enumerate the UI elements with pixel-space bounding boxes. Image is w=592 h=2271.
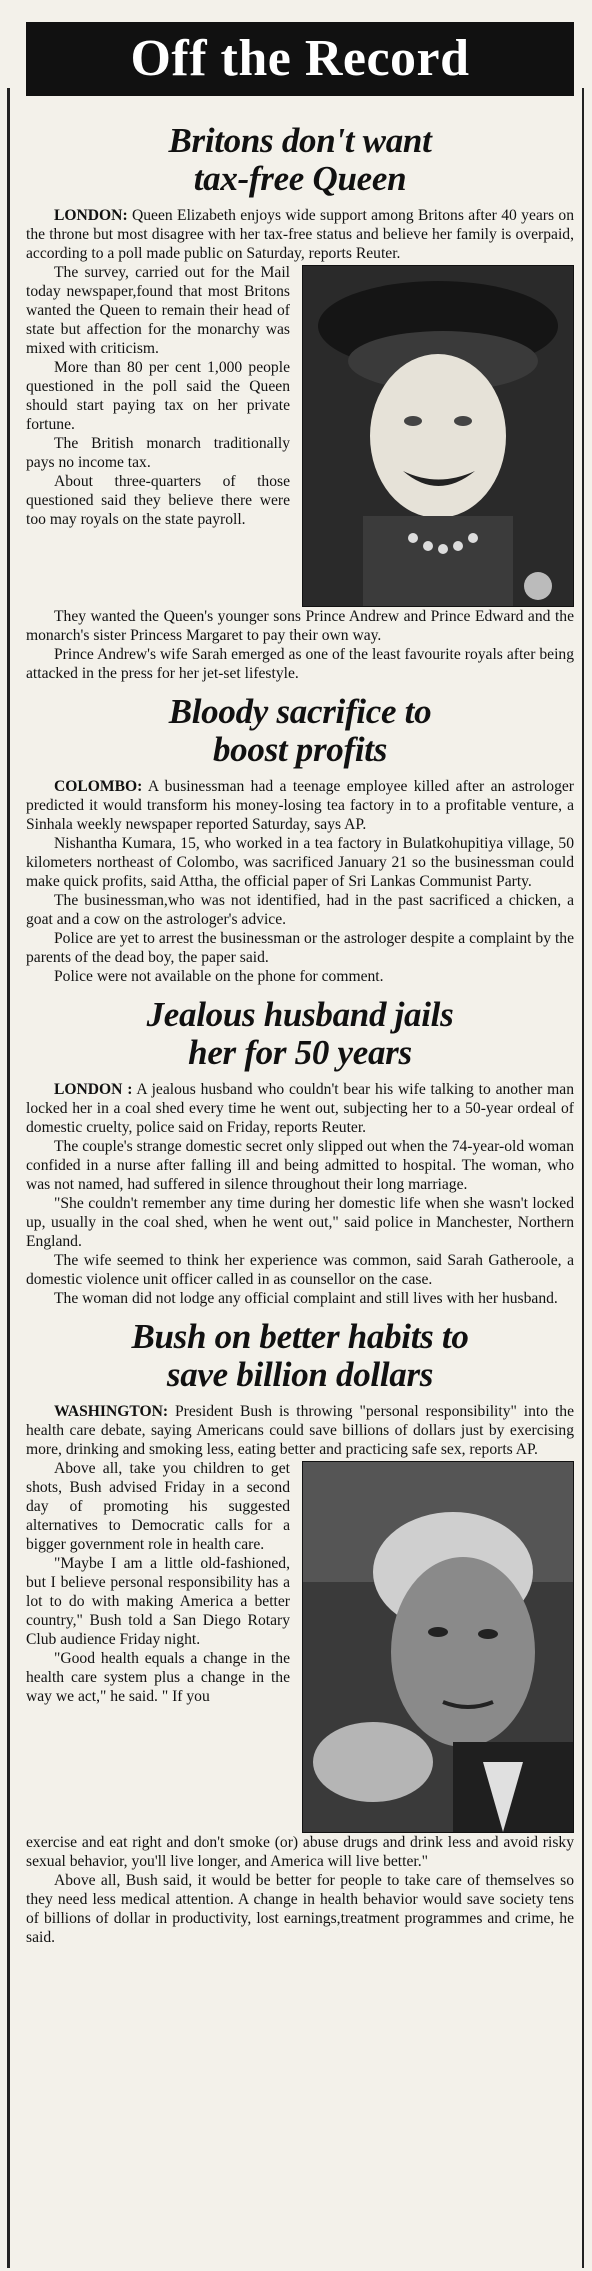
body-paragraph: "She couldn't remember any time during her domestic life when she wasn't locked up, usually in the coal shed, when he went out," said police in Manchester, Northern England. — [26, 1195, 574, 1250]
dateline: LONDON : — [54, 1081, 133, 1098]
dateline: COLOMBO: — [54, 778, 143, 795]
article-jealous-husband — [26, 996, 574, 1308]
body-paragraph: Prince Andrew's wife Sarah emerged as one of the least favourite royals after being attacked in the press for her jet-set lifestyle. — [26, 646, 574, 682]
queen-photo — [302, 265, 574, 607]
body-paragraph: About three-quarters of those questioned said they believe there were too may royals on the state payroll. — [26, 473, 290, 528]
article-headline — [26, 996, 574, 1072]
headline-line: boost profits — [212, 730, 388, 769]
bush-photo — [302, 1461, 574, 1833]
body-paragraph: Nishantha Kumara, 15, who worked in a tea factory in Bulatkohupitiya village, 50 kilometers northeast of Colombo, was sacrificed January 21 so the businessman could make quick profits, said Attha, the official paper of Sri Lankas Communist Party. — [26, 835, 574, 890]
article-headline — [26, 693, 574, 769]
body-paragraph: The British monarch traditionally pays no income tax. — [26, 435, 290, 471]
column-rule-right — [582, 88, 584, 2268]
bush-portrait-image — [303, 1462, 573, 1832]
body-paragraph: The woman did not lodge any official complaint and still lives with her husband. — [54, 1290, 558, 1307]
article-bush-habits — [26, 1318, 574, 1947]
lead-paragraph — [26, 777, 574, 834]
lead-text: A jealous husband who couldn't bear his wife talking to another man locked her in a coal shed every time he went out, subjecting her to a 50-year ordeal of domestic cruelty, police said on Friday, reports Reuter. — [26, 1081, 574, 1136]
lead-paragraph — [26, 1080, 574, 1137]
dateline: LONDON: — [54, 207, 128, 224]
lead-paragraph — [26, 1402, 574, 1459]
headline-line: Bloody sacrifice to — [168, 692, 432, 731]
lead-text: President Bush is throwing "personal responsibility" into the health care debate, saying Americans could save billions of dollars just by exercising more, drinking and smoking less, eating better and practicing safe sex, reports AP. — [26, 1403, 574, 1458]
headline-line: save billion dollars — [166, 1355, 434, 1394]
body-paragraph: Above all, Bush said, it would be better for people to take care of themselves so they need less medical attention. A change in health behavior would save society tens of billions of dollar in productivity, lost earnings,treatment programmes and crime, he said. — [26, 1872, 574, 1946]
wrapped-text — [26, 1459, 290, 1833]
text-photo-row — [26, 263, 574, 607]
article-column — [26, 112, 574, 1953]
column-rule-left — [7, 88, 10, 2268]
queen-portrait-image — [303, 266, 573, 606]
headline-line: Britons don't want — [168, 121, 432, 160]
body-paragraph: The wife seemed to think her experience was common, said Sarah Gatheroole, a domestic violence unit officer called in as counsellor on the case. — [26, 1252, 574, 1288]
body-paragraph: Police were not available on the phone for comment. — [54, 968, 384, 985]
body-paragraph: More than 80 per cent 1,000 people questioned in the poll said the Queen should start paying tax on her private fortune. — [26, 359, 290, 433]
article-headline — [26, 1318, 574, 1394]
text-photo-row — [26, 1459, 574, 1833]
body-paragraph: They wanted the Queen's younger sons Prince Andrew and Prince Edward and the monarch's sister Princess Margaret to pay their own way. — [26, 608, 574, 644]
headline-line: Bush on better habits to — [131, 1317, 469, 1356]
lead-paragraph — [26, 206, 574, 263]
body-paragraph: The couple's strange domestic secret only slipped out when the 74-year-old woman confided in a nurse after falling ill and being admitted to hospital. The woman, who was not named, had suffered in silence throughout their long marriage. — [26, 1138, 574, 1193]
body-paragraph: The businessman,who was not identified, had in the past sacrificed a chicken, a goat and a cow on the astrologer's advice. — [26, 892, 574, 928]
article-headline — [26, 122, 574, 198]
wrapped-text — [26, 263, 290, 607]
lead-text: A businessman had a teenage employee killed after an astrologer predicted it would transform his money-losing tea factory in to a profitable venture, a Sinhala weekly newspaper reported Saturday, says AP. — [26, 778, 574, 833]
headline-line: her for 50 years — [188, 1033, 412, 1072]
headline-line: tax-free Queen — [193, 159, 407, 198]
article-britons-queen — [26, 122, 574, 683]
article-bloody-sacrifice — [26, 693, 574, 986]
body-paragraph: exercise and eat right and don't smoke (or) abuse drugs and drink less and avoid risky sexual behavior, you'll live longer, and America will live better." — [26, 1834, 574, 1870]
body-paragraph: Police are yet to arrest the businessman or the astrologer despite a complaint by the parents of the dead boy, the paper said. — [26, 930, 574, 966]
body-paragraph: The survey, carried out for the Mail today newspaper,found that most Britons wanted the Queen to remain their head of state but affection for the monarchy was mixed with criticism. — [26, 264, 290, 357]
headline-line: Jealous husband jails — [146, 995, 454, 1034]
body-paragraph: "Maybe I am a little old-fashioned, but I believe personal responsibility has a lot to do with making America a better country," Bush told a San Diego Rotary Club audience Friday night. — [26, 1555, 290, 1648]
lead-text: Queen Elizabeth enjoys wide support among Britons after 40 years on the throne but most disagree with her tax-free status and believe her family is overpaid, according to a poll made public on Saturday, reports Reuter. — [26, 207, 574, 262]
body-paragraph: "Good health equals a change in the health care system plus a change in the way we act," he said. " If you — [26, 1650, 290, 1705]
body-paragraph: Above all, take you children to get shots, Bush advised Friday in a second day of promoting his suggested alternatives to Democratic calls for a bigger government role in health care. — [26, 1460, 290, 1553]
dateline: WASHINGTON: — [54, 1403, 169, 1420]
section-banner: Off the Record — [26, 22, 574, 96]
